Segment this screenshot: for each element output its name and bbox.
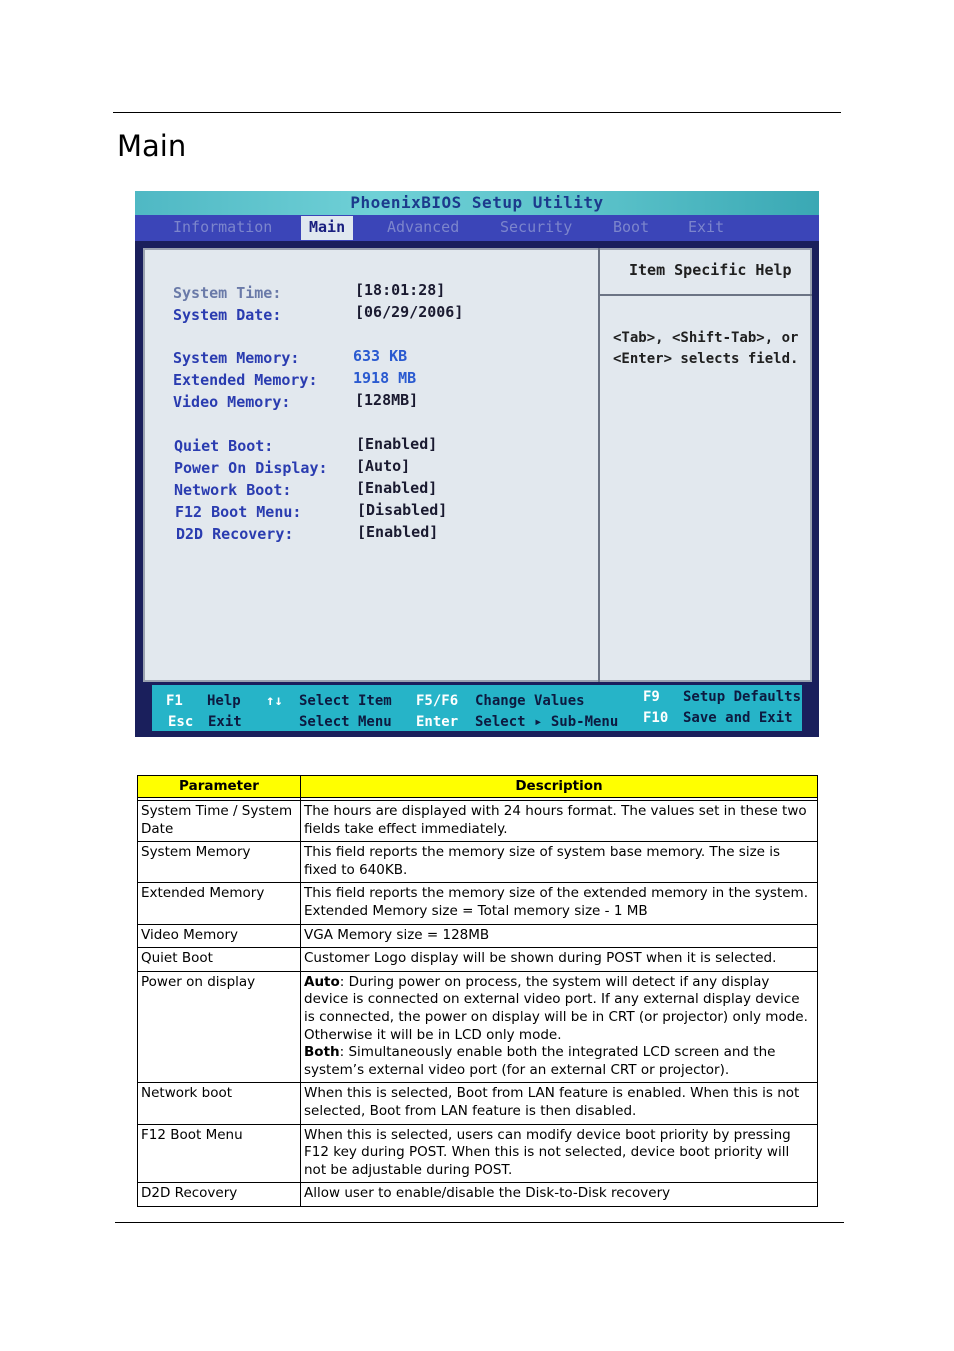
table-row <box>138 1083 818 1124</box>
desc-cell <box>301 971 818 1083</box>
table-row <box>138 948 818 972</box>
table-row <box>138 1183 818 1207</box>
table-row <box>138 842 818 883</box>
auto-desc: : During power on process, the system will detect if any display device is connected on external video port. If any external display device is connected, the power on display will be in CRT (or projector) only mode. Otherwise it will be in LCD only mode. <box>304 973 808 1043</box>
bios-key-f5f6: F5/F6 <box>416 693 459 709</box>
bios-divider <box>598 248 600 682</box>
bios-value-system-memory: 633 KB <box>353 347 408 365</box>
bios-label-system-date: System Date: <box>173 306 282 324</box>
param-cell: Network boot <box>138 1083 301 1124</box>
desc-cell: Allow user to enable/disable the Disk-to-Disk recovery <box>301 1183 818 1207</box>
param-cell: Power on display <box>138 971 301 1083</box>
both-desc: : Simultaneously enable both the integrated LCD screen and the system’s external video port (for an external CRT or projector). <box>304 1044 776 1078</box>
bios-key-f5f6-label: Change Values <box>475 693 585 709</box>
bios-value-system-date[interactable]: [06/29/2006] <box>355 303 464 321</box>
bios-key-arrows-label: Select Item <box>299 693 392 709</box>
table-row <box>138 801 818 842</box>
bios-label-video-memory: Video Memory: <box>173 393 291 411</box>
bios-label-extended-memory: Extended Memory: <box>173 371 318 389</box>
desc-cell: The hours are displayed with 24 hours format. The values set in these two fields take effect immediately. <box>301 801 818 842</box>
bios-label-power-on-display: Power On Display: <box>174 459 328 477</box>
param-cell: Video Memory <box>138 924 301 948</box>
top-rule <box>113 112 841 113</box>
bios-value-f12-boot-menu[interactable]: [Disabled] <box>357 501 448 519</box>
bios-help-text: <Tab>, <Shift-Tab>, or <Enter> selects field. <box>613 330 799 367</box>
bios-help-title: Item Specific Help <box>629 261 792 279</box>
param-cell: F12 Boot Menu <box>138 1124 301 1183</box>
bios-key-f10-label: Save and Exit <box>683 710 793 726</box>
param-cell: Extended Memory <box>138 883 301 924</box>
table-row <box>138 924 818 948</box>
bios-key-f10: F10 <box>643 710 669 726</box>
table-header-row <box>138 776 818 798</box>
bios-key-f1: F1 <box>166 693 183 709</box>
bios-key-f9-label: Setup Defaults <box>683 689 802 705</box>
param-cell: System Time / System Date <box>138 801 301 842</box>
parameter-table <box>137 775 818 1207</box>
desc-cell: This field reports the memory size of the extended memory in the system. Extended Memory size = Total memory size - 1 MB <box>301 883 818 924</box>
desc-cell: This field reports the memory size of system base memory. The size is fixed to 640KB. <box>301 842 818 883</box>
auto-term: Auto <box>304 973 340 990</box>
both-term: Both <box>304 1044 340 1061</box>
bios-label-network-boot: Network Boot: <box>174 481 292 499</box>
bios-key-arrows: ↑↓ <box>266 693 283 709</box>
bios-key-esc: Esc <box>168 714 194 730</box>
bios-label-quiet-boot: Quiet Boot: <box>174 437 274 455</box>
page-title: Main <box>117 129 187 163</box>
bios-menu-main[interactable]: Main <box>301 216 353 240</box>
param-cell: System Memory <box>138 842 301 883</box>
desc-cell: When this is selected, Boot from LAN feature is enabled. When this is not selected, Boot from LAN feature is then disabled. <box>301 1083 818 1124</box>
bios-value-quiet-boot[interactable]: [Enabled] <box>356 435 438 453</box>
header-description: Description <box>301 776 818 798</box>
bios-brand: PhoenixBIOS Setup Utility <box>350 193 604 212</box>
bios-value-d2d-recovery[interactable]: [Enabled] <box>357 523 439 541</box>
bios-key-enter: Enter <box>416 714 459 730</box>
bios-label-system-memory: System Memory: <box>173 349 300 367</box>
desc-cell: Customer Logo display will be shown during POST when it is selected. <box>301 948 818 972</box>
bottom-rule <box>115 1222 844 1223</box>
bios-menu-information[interactable]: Information <box>173 218 273 236</box>
desc-cell: When this is selected, users can modify device boot priority by pressing F12 key during POST. When this is not selected, device boot priority will not be adjustable during POST. <box>301 1124 818 1183</box>
param-cell: D2D Recovery <box>138 1183 301 1207</box>
bios-screenshot <box>135 191 819 737</box>
bios-value-power-on-display[interactable]: [Auto] <box>356 457 411 475</box>
bios-value-extended-memory: 1918 MB <box>353 369 417 387</box>
header-parameter: Parameter <box>138 776 301 798</box>
table-row <box>138 883 818 924</box>
bios-key-f1-label: Help <box>207 693 241 709</box>
bios-value-system-time[interactable]: [18:01:28] <box>355 281 446 299</box>
bios-label-system-time: System Time: <box>173 284 282 302</box>
bios-key-esc-label: Exit <box>208 714 242 730</box>
bios-key-lr-label: Select Menu <box>299 714 392 730</box>
bios-value-video-memory[interactable]: [128MB] <box>355 391 419 409</box>
bios-label-f12-boot-menu: F12 Boot Menu: <box>175 503 302 521</box>
table-row <box>138 1124 818 1183</box>
desc-cell: VGA Memory size = 128MB <box>301 924 818 948</box>
bios-key-f9: F9 <box>643 689 660 705</box>
bios-label-d2d-recovery: D2D Recovery: <box>176 525 294 543</box>
bios-help-divider <box>600 294 812 296</box>
bios-value-network-boot[interactable]: [Enabled] <box>356 479 438 497</box>
bios-key-enter-label: Select ▸ Sub-Menu <box>475 714 619 730</box>
bios-menu-advanced[interactable]: Advanced <box>387 218 460 236</box>
bios-menu-exit[interactable]: Exit <box>688 218 725 236</box>
table-row <box>138 971 818 1083</box>
bios-menu-security[interactable]: Security <box>500 218 573 236</box>
param-cell: Quiet Boot <box>138 948 301 972</box>
bios-menu-boot[interactable]: Boot <box>613 218 650 236</box>
